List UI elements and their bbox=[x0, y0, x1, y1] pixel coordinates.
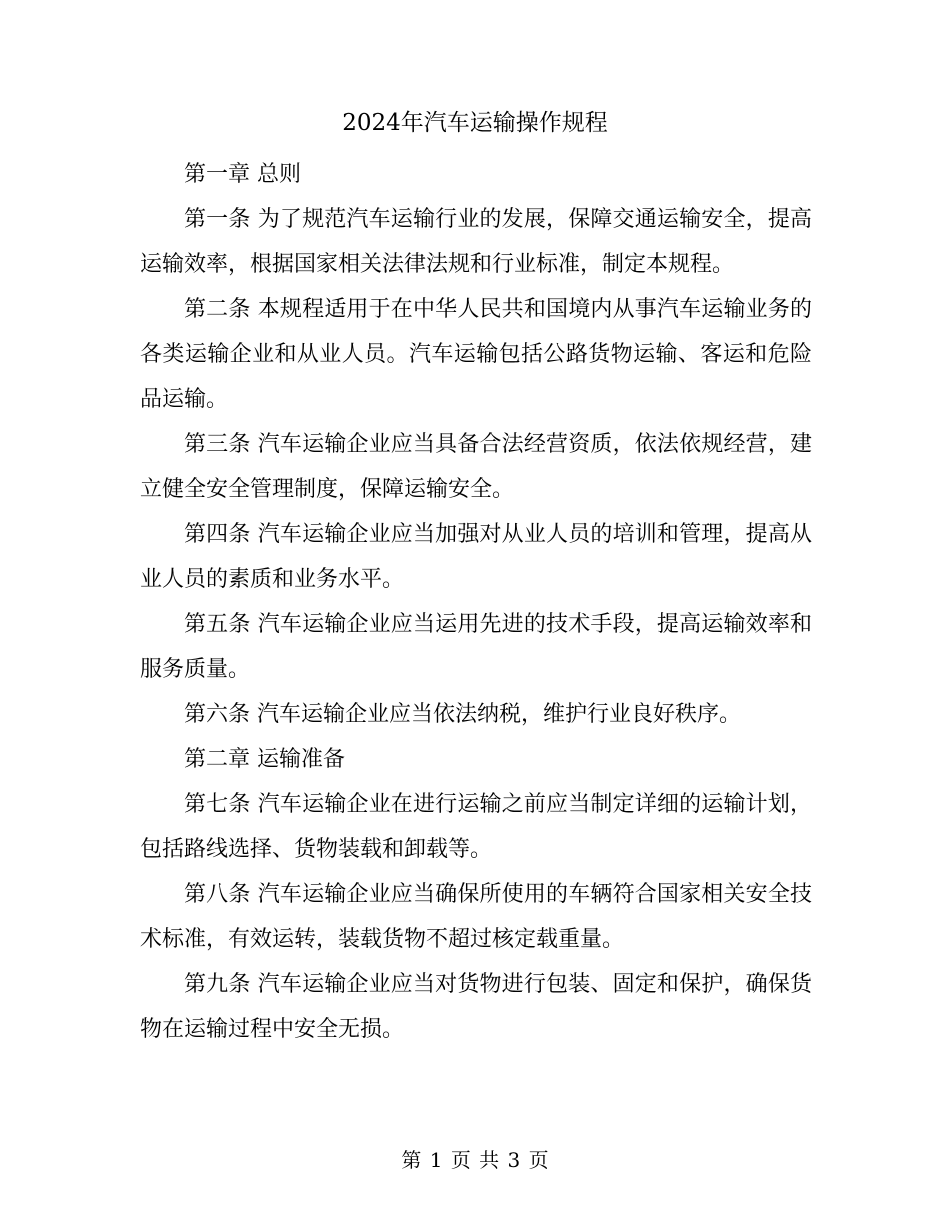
article-9: 第九条 汽车运输企业应当对货物进行包装、固定和保护，确保货物在运输过程中安全无损。 bbox=[140, 972, 812, 1042]
article-1: 第一条 为了规范汽车运输行业的发展，保障交通运输安全，提高运输效率，根据国家相关法律法规和行业标准，制定本规程。 bbox=[140, 207, 812, 277]
article-2: 第二条 本规程适用于在中华人民共和国境内从事汽车运输业务的各类运输企业和从业人员。汽车运输包括公路货物运输、客运和危险品运输。 bbox=[140, 297, 812, 412]
chapter-heading-1: 第一章 总则 bbox=[184, 162, 301, 187]
article-8: 第八条 汽车运输企业应当确保所使用的车辆符合国家相关安全技术标准，有效运转，装载货物不超过核定载重量。 bbox=[140, 882, 812, 952]
article-7: 第七条 汽车运输企业在进行运输之前应当制定详细的运输计划，包括路线选择、货物装载和卸载等。 bbox=[140, 792, 812, 862]
chapter-heading-2: 第二章 运输准备 bbox=[184, 747, 345, 772]
document-body bbox=[140, 152, 812, 1052]
article-4: 第四条 汽车运输企业应当加强对从业人员的培训和管理，提高从业人员的素质和业务水平。 bbox=[140, 522, 812, 592]
page-footer: 第 1 页 共 3 页 bbox=[401, 1148, 549, 1172]
article-3: 第三条 汽车运输企业应当具备合法经营资质，依法依规经营，建立健全安全管理制度，保障运输安全。 bbox=[140, 432, 812, 502]
article-6: 第六条 汽车运输企业应当依法纳税，维护行业良好秩序。 bbox=[184, 702, 741, 727]
document-title: 2024年汽车运输操作规程 bbox=[342, 110, 608, 136]
article-5: 第五条 汽车运输企业应当运用先进的技术手段，提高运输效率和服务质量。 bbox=[140, 612, 812, 682]
